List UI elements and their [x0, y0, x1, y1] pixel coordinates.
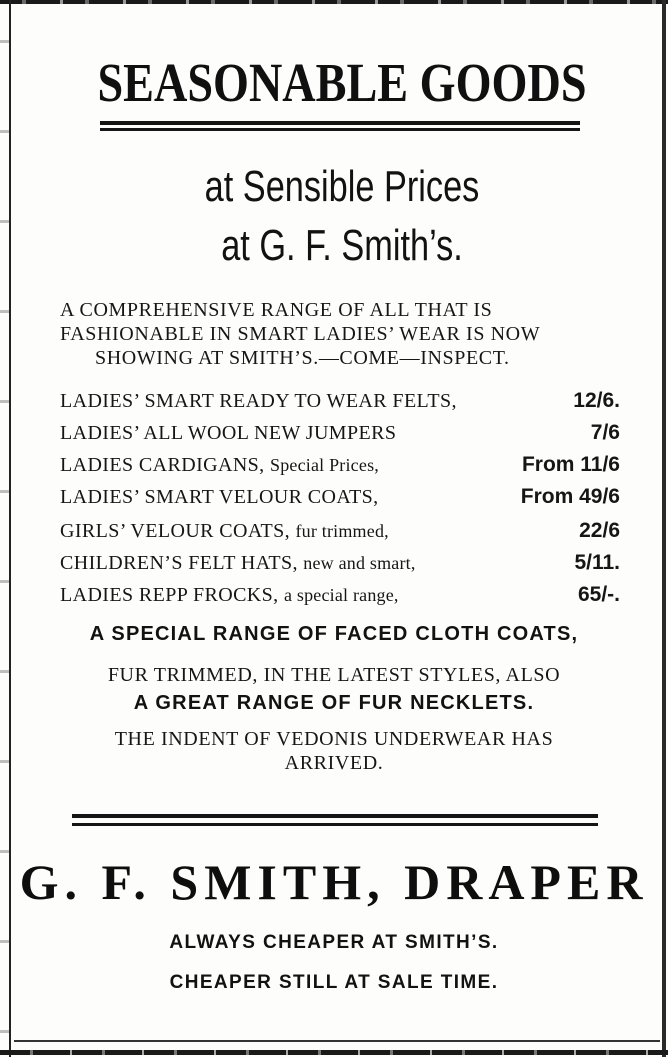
price-list-item: [58, 580, 620, 610]
item-description: LADIES CARDIGANS, Special Prices,: [60, 454, 379, 476]
headline-rule-bottom: [100, 128, 580, 131]
top-border: [0, 0, 668, 4]
intro-line-3: SHOWING AT SMITH’S.—COME—INSPECT.: [95, 347, 510, 369]
item-description: LADIES’ SMART READY TO WEAR FELTS,: [60, 390, 457, 412]
headline-rule-top: [100, 121, 580, 125]
intro-line-2: FASHIONABLE IN SMART LADIES’ WEAR IS NOW: [60, 323, 541, 345]
item-price: 7/6: [590, 421, 620, 444]
price-list-item: [58, 386, 620, 416]
store-name: G. F. SMITH, DRAPER: [19, 854, 649, 910]
item-price: From 49/6: [520, 485, 620, 508]
subheadline-store: at G. F. Smith’s.: [221, 221, 463, 270]
item-price: 12/6.: [573, 389, 620, 412]
footer-rule-top: [72, 814, 598, 818]
intro-line-1: A COMPREHENSIVE RANGE OF ALL THAT IS: [60, 299, 493, 321]
footer-rule-bottom: [72, 823, 598, 826]
subheadline-prices: at Sensible Prices: [204, 162, 480, 211]
item-price: 65/-.: [577, 583, 620, 606]
item-price: From 11/6: [521, 453, 620, 476]
slogan-always-cheaper: ALWAYS CHEAPER AT SMITH’S.: [169, 932, 499, 953]
item-description: GIRLS’ VELOUR COATS, fur trimmed,: [60, 520, 389, 542]
headline: SEASONABLE GOODS: [97, 52, 587, 113]
slogan-sale-time: CHEAPER STILL AT SALE TIME.: [169, 972, 499, 993]
item-description: CHILDREN’S FELT HATS, new and smart,: [60, 552, 416, 574]
price-list-item: [58, 548, 620, 578]
price-list-item: [58, 450, 620, 480]
item-description: LADIES’ SMART VELOUR COATS,: [60, 486, 379, 508]
bottom-border: [0, 1050, 668, 1055]
item-description: LADIES’ ALL WOOL NEW JUMPERS: [60, 422, 397, 444]
price-list-item: [58, 516, 620, 546]
item-price: 22/6: [579, 519, 620, 542]
item-description: LADIES REPP FROCKS, a special range,: [60, 584, 399, 606]
notice-line-2: ARRIVED.: [284, 752, 384, 774]
item-price: 5/11.: [574, 551, 620, 574]
price-list-item: [58, 482, 620, 512]
price-list-item: [58, 418, 620, 448]
fur-necklets-heading: A GREAT RANGE OF FUR NECKLETS.: [133, 692, 535, 714]
special-range-heading: A SPECIAL RANGE OF FACED CLOTH COATS,: [89, 623, 579, 645]
notice-line-1: THE INDENT OF VEDONIS UNDERWEAR HAS: [114, 728, 554, 750]
special-range-detail: FUR TRIMMED, IN THE LATEST STYLES, ALSO: [107, 664, 561, 686]
inner-bottom-rule: [14, 1040, 660, 1042]
